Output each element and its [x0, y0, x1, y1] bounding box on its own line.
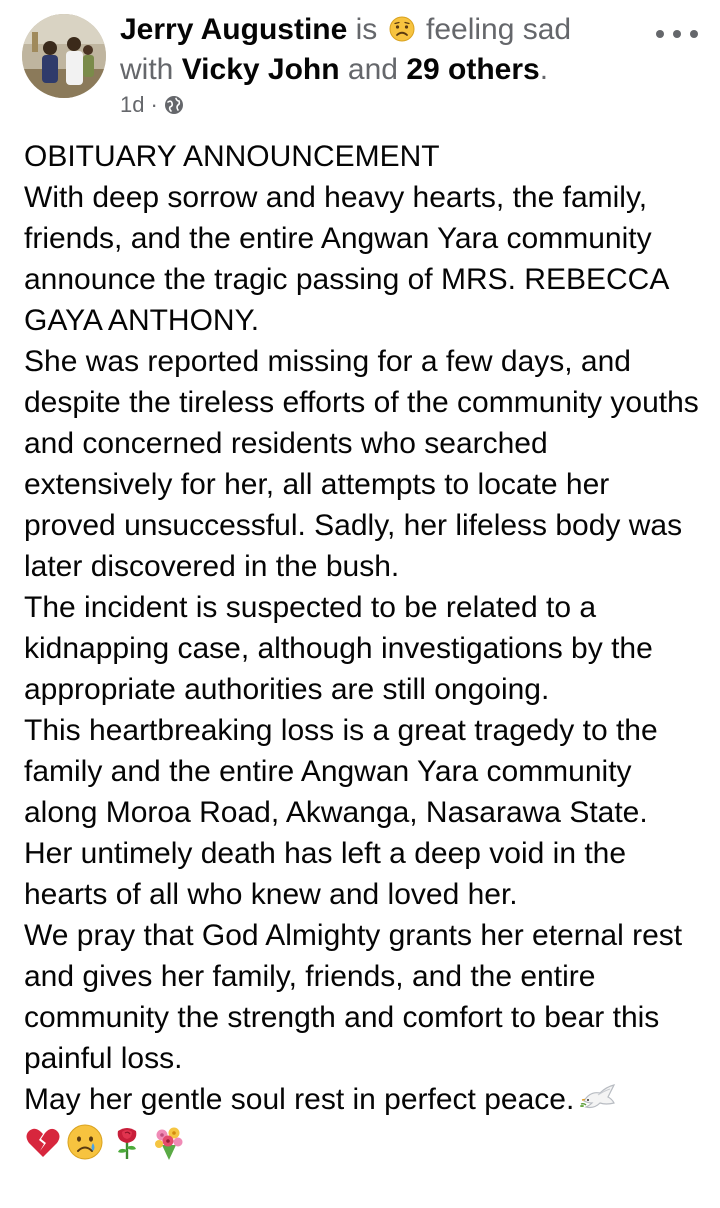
feeling-text: feeling sad [426, 13, 572, 46]
more-options-icon[interactable] [656, 24, 698, 44]
more-dot [656, 30, 664, 38]
dove-icon [578, 1081, 618, 1115]
avatar-photo [22, 14, 106, 98]
crying-face-icon [66, 1123, 104, 1161]
globe-icon[interactable] [164, 95, 184, 115]
bouquet-icon [150, 1123, 188, 1161]
closing-line [24, 1079, 700, 1120]
author-avatar[interactable] [22, 14, 106, 98]
emoji-row [24, 1122, 700, 1162]
post-paragraph: She was reported missing for a few days, and despite the tireless efforts of the community youths and concerned residents who searched extensively for her, all attempts to locate her proved unsuccessful. Sadly, her lifeless body was later discovered in the bush. [24, 345, 699, 583]
tagged-others[interactable]: 29 others [406, 53, 540, 86]
post-header-text [120, 10, 640, 90]
post-paragraph: The incident is suspected to be related to a kidnapping case, although investigations by the appropriate authorities are still ongoing. [24, 591, 653, 706]
meta-separator: · [150, 92, 158, 117]
sad-face-icon [389, 13, 415, 39]
and-text: and [347, 53, 398, 86]
broken-heart-icon [24, 1123, 62, 1161]
closing-text: May her gentle soul rest in perfect peace. [24, 1083, 575, 1116]
post-paragraph: With deep sorrow and heavy hearts, the family, friends, and the entire Angwan Yara community announce the tragic passing of MRS. REBECCA GAYA ANTHONY. [24, 181, 668, 337]
post-time[interactable]: 1d [120, 92, 145, 117]
post-paragraph: We pray that God Almighty grants her eternal rest and gives her family, friends, and the entire community the strength and comfort to bear this painful loss. [24, 919, 683, 1075]
more-dot [673, 30, 681, 38]
rose-icon [108, 1123, 146, 1161]
post-body [24, 136, 700, 1162]
more-dot [690, 30, 698, 38]
author-name[interactable]: Jerry Augustine [120, 13, 348, 46]
is-text: is [355, 13, 378, 46]
with-text: with [120, 53, 174, 86]
period-text: . [539, 53, 549, 86]
obituary-title: OBITUARY ANNOUNCEMENT [24, 140, 440, 173]
post-header [22, 10, 698, 120]
post-paragraph: This heartbreaking loss is a great tragedy to the family and the entire Angwan Yara community along Moroa Road, Akwanga, Nasarawa State. Her untimely death has left a deep void in the hearts of all who knew and loved her. [24, 714, 658, 911]
post-meta [120, 90, 184, 120]
tagged-person[interactable]: Vicky John [181, 53, 340, 86]
